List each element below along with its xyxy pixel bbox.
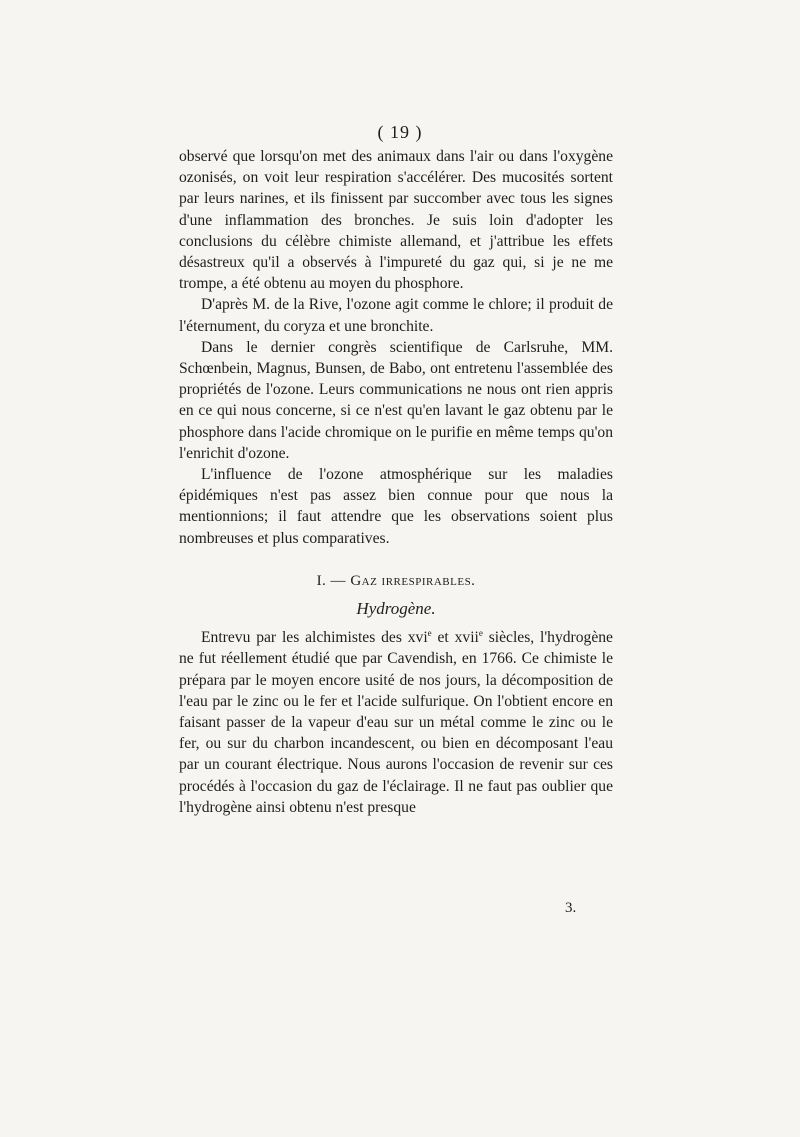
superscript-e: e bbox=[427, 628, 432, 639]
hydrogene-text-mid: et xvii bbox=[431, 629, 479, 647]
page-number: ( 19 ) bbox=[377, 122, 423, 142]
hydrogene-text-start: Entrevu par les alchimistes des xvi bbox=[201, 629, 428, 647]
paragraph-hydrogene bbox=[179, 627, 613, 818]
subsection-heading: Hydrogène. bbox=[356, 599, 436, 619]
paragraph-carlsruhe: Dans le dernier congrès scientifique de Carlsruhe, MM. Schœnbein, Magnus, Bunsen, de Babo, ont entretenu l'assemblée des propriétés de l'ozone. Leurs communications ne nous ont rien appris en ce qui nous concerne, si ce n'est qu'en lavant le gaz obtenu par le phosphore dans l'acide chromique on le purifie en même temps qu'on l'enrichit d'ozone. bbox=[179, 338, 613, 462]
section-number: I. — bbox=[316, 572, 347, 589]
section-title: Gaz irrespirables. bbox=[350, 572, 476, 589]
superscript-e: e bbox=[478, 628, 483, 639]
paragraph-continuation: observé que lorsqu'on met des animaux dans l'air ou dans l'oxygène ozonisés, on voit leur respiration s'accélérer. Des mucosités sortent par leurs narines, et ils finissent par succomber avec tous les signes d'une inflammation des bronches. Je suis loin d'adopter les conclusions du célèbre chimiste allemand, et j'attribue les effets désastreux qu'il a observés à l'impureté du gaz qui, si je ne me trompe, a été obtenu au moyen du phosphore. bbox=[179, 148, 613, 293]
signature-mark: 3. bbox=[565, 900, 577, 916]
paragraph-influence: L'influence de l'ozone atmosphérique sur les maladies épidémiques n'est pas assez bien connue pour que nous la mentionnions; il faut attendre que les observations soient plus nombreuses et plus comparatives. bbox=[179, 466, 613, 547]
paragraph-de-la-rive: D'après M. de la Rive, l'ozone agit comme le chlore; il produit de l'éternument, du coryza et une bronchite. bbox=[179, 296, 613, 335]
body-text bbox=[179, 146, 613, 818]
section-heading bbox=[179, 571, 613, 592]
hydrogene-text-rest: siècles, l'hydrogène ne fut réellement étudié que par Cavendish, en 1766. Ce chimiste le prépara par le moyen encore usité de nos jours, la décomposition de l'eau par le zinc ou le fer et l'acide sulfurique. On l'obtient encore en faisant passer de la vapeur d'eau sur un métal comme le zinc ou le fer, ou sur du charbon incandescent, ou bien en décomposant l'eau par un courant électrique. Nous aurons l'occasion de revenir sur ces procédés à l'occasion du gaz de l'éclairage. Il ne faut pas oublier que l'hydrogène ainsi obtenu n'est presque bbox=[179, 629, 613, 816]
